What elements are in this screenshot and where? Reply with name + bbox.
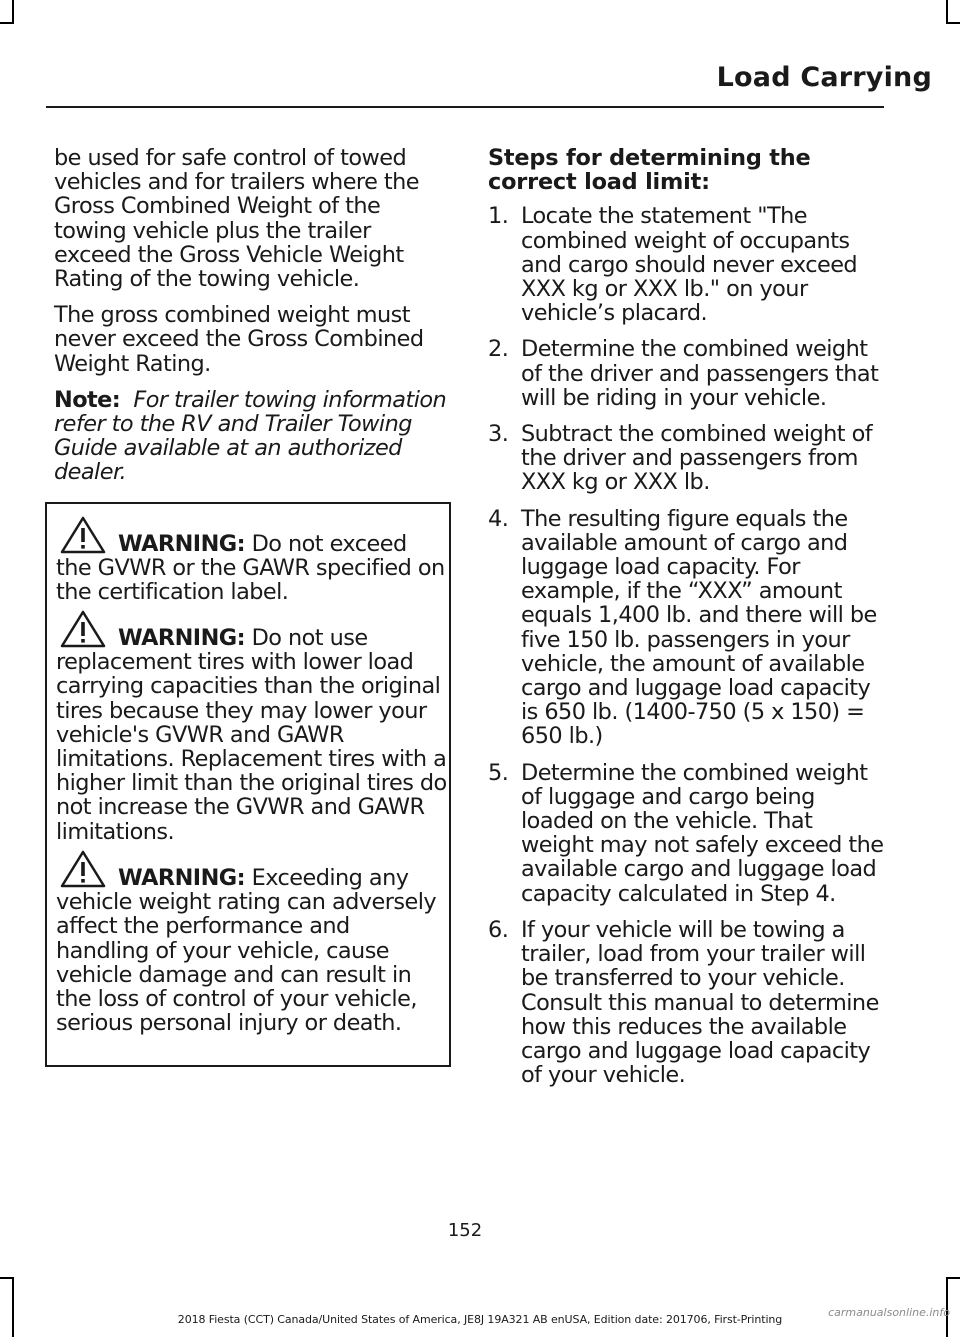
warning-3 — [56, 866, 448, 1035]
section-heading: Steps for determining the correct load limit: — [488, 145, 811, 196]
warning-triangle-icon — [60, 516, 106, 554]
paragraph-gross-combined-weight: The gross combined weight must never exceed the Gross Combined Weight Rating. — [54, 302, 424, 377]
note — [54, 388, 450, 485]
list-item — [488, 918, 886, 1087]
step-number: 4. — [488, 505, 509, 532]
left-column — [54, 146, 450, 497]
watermark[interactable]: carmanualsonline.info — [828, 1306, 950, 1319]
warning-triangle-icon — [60, 610, 106, 648]
crop-mark-top-left-h — [0, 22, 14, 24]
warning-triangle-icon — [60, 850, 106, 888]
header-rule — [46, 106, 884, 108]
crop-mark-bottom-left-v — [12, 1277, 14, 1337]
warning-box — [45, 502, 451, 1067]
step-number: 2. — [488, 336, 509, 363]
step-text: Determine the combined weight of the driver and passengers that will be riding in your vehicle. — [521, 336, 879, 411]
warning-1 — [56, 532, 448, 605]
warning-label: WARNING: — [118, 625, 246, 651]
step-number: 5. — [488, 759, 509, 786]
step-text: The resulting figure equals the available amount of cargo and luggage load capacity. For example, if the “XXX” amount equals 1,400 lb. and there will be five 150 lb. passengers in your vehicle, the amount of available cargo and luggage load capacity is 650 lb. (1400-750 (5 x 150) = 650 lb.) — [521, 505, 877, 750]
crop-mark-bottom-right-h — [946, 1277, 960, 1279]
warning-label: WARNING: — [118, 865, 246, 891]
step-number: 6. — [488, 916, 509, 943]
warning-text: Do not exceed the GVWR or the GAWR specified on the certification label. — [56, 531, 445, 606]
step-number: 1. — [488, 203, 509, 230]
paragraph-towed-vehicles: be used for safe control of towed vehicles and for trailers where the Gross Combined Weight of the towing vehicle plus the trailer exceed the Gross Vehicle Weight Rating of the towing vehicle. — [54, 145, 419, 293]
list-item — [488, 204, 886, 325]
list-item — [488, 337, 886, 410]
crop-mark-top-right-v — [946, 0, 948, 24]
page-title: Load Carrying — [716, 62, 932, 93]
step-text: Determine the combined weight of luggage and cargo being loaded on the vehicle. That weight may not safely exceed the available cargo and luggage load capacity calculated in Step 4. — [521, 759, 884, 907]
list-item — [488, 507, 886, 749]
step-text: Subtract the combined weight of the driver and passengers from XXX kg or XXX lb. — [521, 421, 873, 496]
step-text: If your vehicle will be towing a trailer, load from your trailer will be transferred to your vehicle. Consult this manual to determine how this reduces the available cargo and luggage load capacity of your vehicle. — [521, 916, 879, 1089]
crop-mark-top-left-v — [12, 0, 14, 24]
crop-mark-top-right-h — [946, 22, 960, 24]
warning-text: Do not use replacement tires with lower load carrying capacities than the original tires because they may lower your vehicle's GVWR and GAWR limitations. Replacement tires with a higher limit than the original tires do not increase the GVWR and GAWR limitations. — [56, 625, 447, 845]
steps-list — [488, 204, 886, 1087]
page-number: 152 — [447, 1220, 483, 1241]
note-label: Note: — [54, 386, 121, 413]
footer-edition-info: 2018 Fiesta (CCT) Canada/United States of America, JE8J 19A321 AB enUSA, Edition date: 201706, First-Printing — [177, 1313, 783, 1326]
list-item — [488, 761, 886, 906]
step-number: 3. — [488, 421, 509, 448]
list-item — [488, 422, 886, 495]
warning-label: WARNING: — [118, 531, 246, 557]
note-text: For trailer towing information refer to the RV and Trailer Towing Guide available at an authorized dealer. — [54, 386, 447, 486]
step-text: Locate the statement "The combined weight of occupants and cargo should never exceed XXX kg or XXX lb." on your vehicle’s placard. — [521, 203, 858, 327]
warning-2 — [56, 626, 448, 844]
warning-text: Exceeding any vehicle weight rating can adversely affect the performance and handling of your vehicle, cause vehicle damage and can result in the loss of control of your vehicle, serious personal injury or death. — [56, 865, 437, 1037]
right-column — [488, 146, 886, 1099]
crop-mark-bottom-left-h — [0, 1277, 14, 1279]
